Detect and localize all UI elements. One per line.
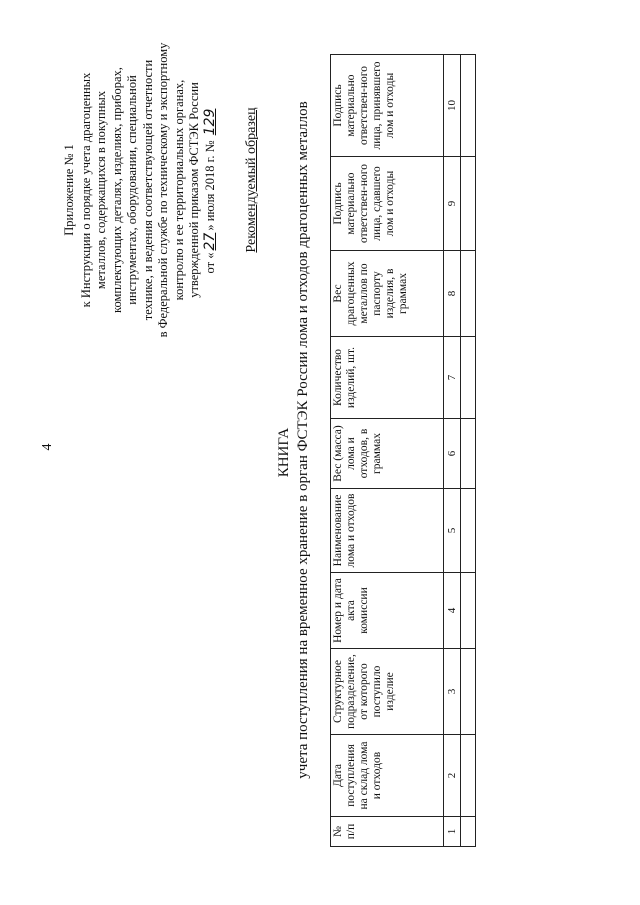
appendix-line: утвержденной приказом ФСТЭК России: [187, 82, 201, 298]
table-cell: [461, 55, 476, 157]
header-cell-precious-weight: Вес драгоценных металлов по паспорту изделия, в граммах: [331, 251, 444, 337]
appendix-line: инструментах, оборудовании, специальной: [125, 75, 139, 305]
journal-table: [330, 54, 476, 847]
table-cell: [461, 735, 476, 817]
table-cell: [461, 817, 476, 847]
appendix-line: комплектующих деталях, изделиях, приборах,: [109, 67, 124, 313]
header-cell-name: Наименование лома и отходов: [331, 489, 444, 573]
column-number: 9: [444, 157, 461, 251]
recommended-sample-label: Рекомендуемый образец: [244, 107, 259, 253]
book-subtitle: учета поступления на временное хранение в орган ФСТЭК России лома и отходов драгоценных металлов: [295, 101, 311, 779]
appendix-line: технике, и ведения соответствующей отчетности: [140, 59, 155, 321]
column-number: 1: [444, 817, 461, 847]
header-cell-act: Номер и дата акта комиссии: [331, 573, 444, 649]
column-number: 5: [444, 489, 461, 573]
header-cell-date: Дата поступления на склад лома и отходов: [331, 735, 444, 817]
appendix-line: к Инструкции о порядке учета драгоценных: [78, 72, 93, 308]
column-number: 8: [444, 251, 461, 337]
appendix-title: Приложение № 1: [62, 144, 76, 236]
header-cell-weight: Вес (масса) лома и отходов, в граммах: [331, 419, 444, 489]
table-cell: [461, 157, 476, 251]
column-number: 7: [444, 337, 461, 419]
book-title: КНИГА: [276, 427, 292, 478]
table-cell: [461, 573, 476, 649]
header-cell-department: Структурное подразделение, от которого поступило изделие: [331, 649, 444, 735]
header-cell-signature-receiver: Подпись материально ответствен-ного лица, принявшего лом и отходы: [331, 55, 444, 157]
table-cell: [461, 489, 476, 573]
handwritten-day: 27: [201, 232, 218, 251]
header-cell-number: № п/п: [331, 817, 444, 847]
table-cell: [461, 419, 476, 489]
header-cell-quantity: Количество изделий, шт.: [331, 337, 444, 419]
page-number: 4: [40, 443, 55, 451]
header-cell-signature-sender: Подпись материально ответствен-ного лица, сдавшего лом и отходы: [331, 157, 444, 251]
column-number: 3: [444, 649, 461, 735]
handwritten-number: 129: [201, 108, 218, 136]
date-prefix: от «: [202, 252, 217, 274]
appendix-date: [203, 107, 217, 274]
table-cell: [461, 251, 476, 337]
table-cell: [461, 649, 476, 735]
appendix-line: в Федеральной службе по техническому и экспортному: [156, 42, 170, 338]
column-number: 4: [444, 573, 461, 649]
table-cell: [461, 337, 476, 419]
appendix-line: контролю и ее территориальных органах,: [171, 79, 186, 301]
appendix-block: [62, 30, 218, 350]
column-number: 10: [444, 55, 461, 157]
column-number: 6: [444, 419, 461, 489]
column-number: 2: [444, 735, 461, 817]
column-number-row: [444, 55, 461, 847]
date-middle: » июля 2018 г. №: [202, 140, 217, 231]
appendix-line: металлов, содержащихся в покупных: [94, 90, 108, 290]
empty-data-row: [461, 55, 476, 847]
table-header-row: [331, 55, 444, 847]
